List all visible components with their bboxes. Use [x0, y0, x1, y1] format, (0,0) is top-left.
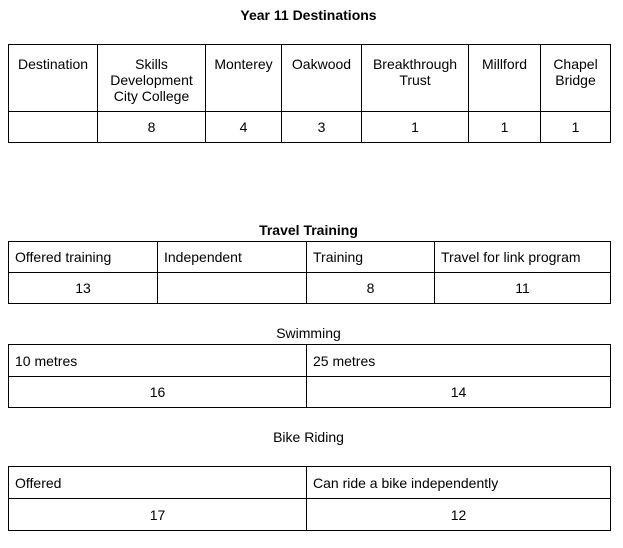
destinations-value-cell: 3: [282, 112, 362, 143]
swimming-header-cell: 10 metres: [9, 345, 307, 377]
swimming-header-row: [9, 345, 611, 377]
destinations-table: [8, 44, 611, 143]
destinations-header-cell: Chapel Bridge: [541, 45, 611, 112]
destinations-value-cell: 8: [98, 112, 206, 143]
bike-header-cell: Offered: [9, 467, 307, 499]
destinations-header-cell: Monterey: [206, 45, 282, 112]
swimming-value-cell: 14: [307, 377, 611, 408]
travel-header-cell: Travel for link program: [435, 242, 611, 273]
swimming-value-cell: 16: [9, 377, 307, 408]
destinations-value-cell: [9, 112, 98, 143]
travel-value-cell: 11: [435, 273, 611, 304]
destinations-header-cell: Skills Development City College: [98, 45, 206, 112]
travel-header-row: [9, 242, 611, 273]
destinations-header-cell: Oakwood: [282, 45, 362, 112]
bike-table: [8, 466, 611, 531]
travel-header-cell: Independent: [158, 242, 307, 273]
swimming-table: [8, 344, 611, 408]
destinations-header-cell: Millford: [469, 45, 541, 112]
travel-header-cell: Training: [307, 242, 435, 273]
travel-value-cell: [158, 273, 307, 304]
destinations-value-cell: 1: [469, 112, 541, 143]
destinations-header-cell: Breakthrough Trust: [362, 45, 469, 112]
travel-title: Travel Training: [259, 222, 358, 238]
destinations-value-cell: 1: [362, 112, 469, 143]
bike-value-cell: 17: [9, 499, 307, 531]
bike-title: Bike Riding: [273, 429, 344, 445]
travel-header-cell: Offered training: [9, 242, 158, 273]
destinations-title: Year 11 Destinations: [240, 7, 377, 23]
destinations-value-row: [9, 112, 611, 143]
travel-value-cell: 13: [9, 273, 158, 304]
travel-value-row: [9, 273, 611, 304]
travel-value-cell: 8: [307, 273, 435, 304]
destinations-header-cell: Destination: [9, 45, 98, 112]
bike-header-row: [9, 467, 611, 499]
destinations-value-cell: 1: [541, 112, 611, 143]
swimming-value-row: [9, 377, 611, 408]
bike-value-row: [9, 499, 611, 531]
swimming-title: Swimming: [276, 325, 341, 341]
destinations-header-row: [9, 45, 611, 112]
destinations-value-cell: 4: [206, 112, 282, 143]
swimming-header-cell: 25 metres: [307, 345, 611, 377]
bike-value-cell: 12: [307, 499, 611, 531]
travel-table: [8, 241, 611, 304]
bike-header-cell: Can ride a bike independently: [307, 467, 611, 499]
